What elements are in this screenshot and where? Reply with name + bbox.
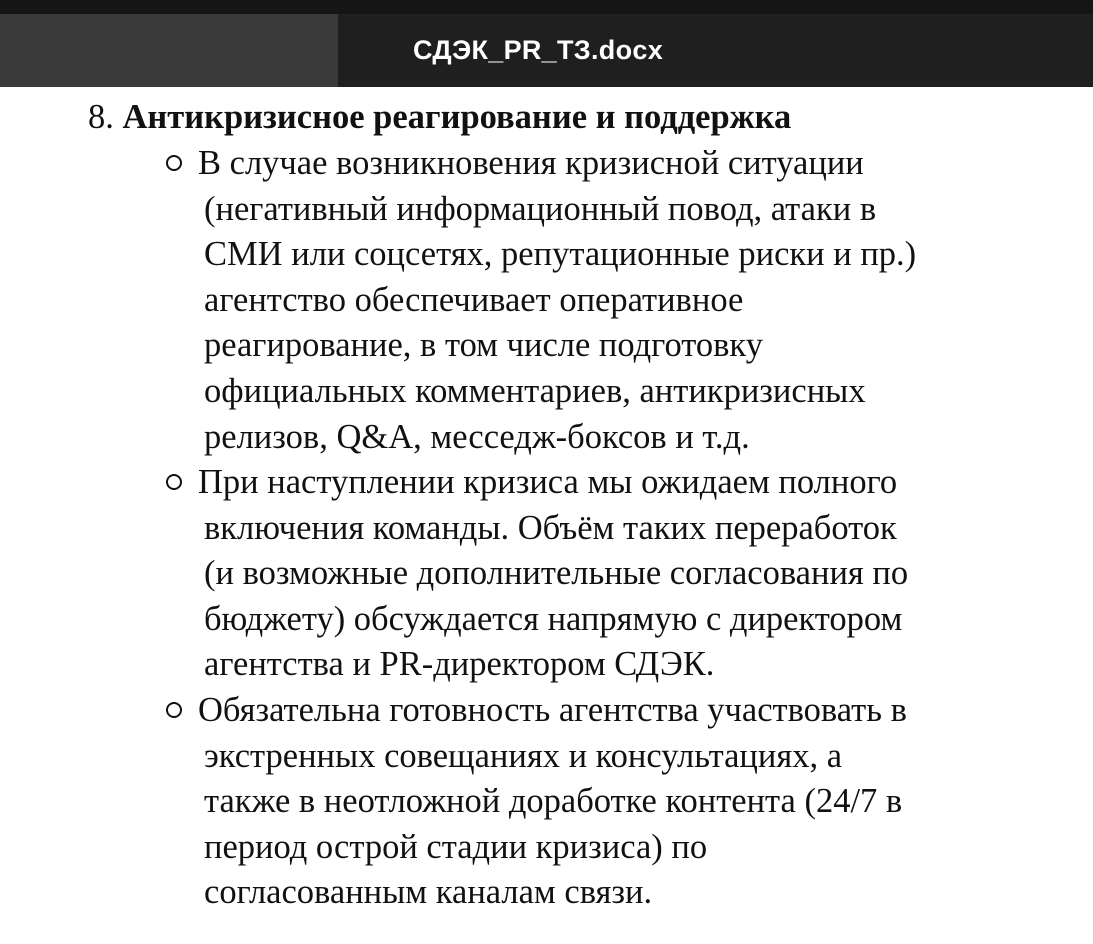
bullet-line: период острой стадии кризиса) по [204,827,708,866]
bullet-line: согласованным каналам связи. [204,873,653,912]
bullet-line: агентства и PR-директором СДЭК. [204,645,715,684]
bullet-line: В случае возникновения кризисной ситуации [198,144,864,182]
bullet-line: (негативный информационный повод, атаки в [204,189,877,228]
hollow-circle-bullet-icon [166,141,194,187]
bullet-line: официальных комментариев, антикризисных [204,371,866,410]
header-back-area[interactable] [0,14,338,87]
bullet-line: При наступлении кризиса мы ожидаем полного [198,463,898,501]
bullet-line: включения команды. Объём таких переработок [204,508,897,547]
bullet-line: бюджету) обсуждается напрямую с директором [204,599,903,638]
bullet-item-3 [166,688,1046,916]
bullet-item-2 [166,460,1046,688]
bullet-line: СМИ или соцсетях, репутационные риски и пр.) [204,235,917,274]
window-top-strip [0,0,1093,14]
bullet-line: экстренных совещаниях и консультациях, а [204,736,843,775]
section-title: Антикризисное реагирование и поддержка [122,98,792,136]
bullet-item-1 [166,141,1046,460]
bullet-line: агентство обеспечивает оперативное [204,280,744,319]
hollow-circle-bullet-icon [166,688,194,734]
document-body[interactable] [0,87,1093,944]
hollow-circle-bullet-icon [166,460,194,506]
document-title: СДЭК_PR_ТЗ.docx [412,35,664,65]
bullet-line: реагирование, в том числе подготовку [204,326,763,365]
bullet-line: (и возможные дополнительные согласования по [204,554,909,593]
section-heading [88,95,791,141]
bullet-line: релизов, Q&A, месседж-боксов и т.д. [204,417,750,456]
bullet-line: также в неотложной доработке контента (24/7 в [204,782,903,821]
document-header-bar [0,14,1093,87]
bullet-line: Обязательна готовность агентства участвовать в [198,691,907,729]
section-number: 8. [88,98,114,136]
